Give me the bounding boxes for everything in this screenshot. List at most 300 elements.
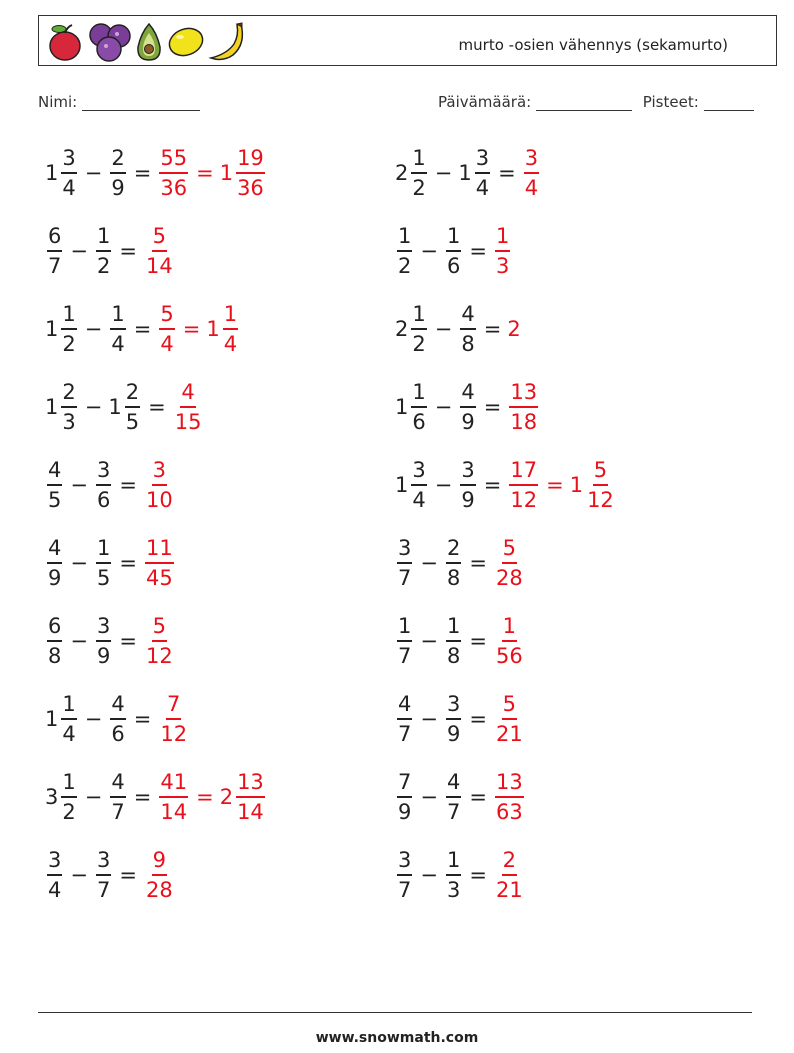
minuend-whole: 1: [395, 395, 409, 419]
minus-sign: −: [70, 629, 88, 653]
problem-item: [45, 845, 176, 905]
answer-fraction: [509, 457, 538, 513]
answer-numerator: 13: [495, 769, 524, 798]
score-blank[interactable]: [704, 95, 754, 111]
answer-fraction: [159, 301, 174, 357]
subtrahend-numerator: 3: [96, 457, 111, 486]
problem-item: [45, 533, 176, 593]
subtrahend-numerator: 2: [446, 535, 461, 564]
subtrahend-denominator: 8: [461, 332, 475, 356]
minuend-denominator: 7: [398, 722, 412, 746]
minuend-numerator: 3: [61, 145, 76, 174]
answer: [143, 457, 176, 513]
subtrahend-numerator: 1: [446, 847, 461, 876]
date-score-fields: [438, 93, 754, 111]
answer-denominator: 18: [510, 410, 538, 434]
answer-fraction: [509, 379, 538, 435]
answer-fraction: [495, 535, 524, 591]
answer: [143, 847, 176, 903]
minuend-fraction: [47, 847, 62, 903]
minuend-numerator: 4: [397, 691, 412, 720]
answer-mixed-fraction: [236, 145, 265, 201]
subtrahend-numerator: 1: [110, 301, 125, 330]
problem-item: [395, 299, 521, 359]
minuend-fraction: [47, 457, 62, 513]
minus-sign: −: [84, 707, 103, 731]
subtrahend-denominator: 5: [96, 566, 111, 590]
problem-item: [395, 611, 526, 671]
minuend-fraction: [411, 457, 426, 513]
apple-icon: [45, 22, 87, 62]
equals-sign: =: [498, 161, 516, 185]
equals-sign: =: [469, 785, 487, 809]
minuend-fraction: [61, 379, 76, 435]
answer-fraction: [159, 145, 188, 201]
equals-sign: =: [119, 473, 137, 497]
problem-item: [45, 221, 176, 281]
problem-item: [395, 143, 541, 203]
answer-denominator: 56: [495, 644, 523, 668]
answer: [157, 769, 266, 825]
banana-icon: [207, 20, 251, 64]
minuend-denominator: 8: [48, 644, 62, 668]
minuend-numerator: 1: [411, 145, 426, 174]
minuend-whole: 1: [45, 707, 59, 731]
answer-mixed-fraction: [236, 769, 265, 825]
subtrahend-fraction: [475, 145, 490, 201]
worksheet-header: [38, 15, 777, 66]
minuend-fraction: [47, 223, 62, 279]
answer: [493, 613, 526, 669]
minuend-numerator: 1: [397, 223, 412, 252]
minuend-denominator: 7: [398, 878, 412, 902]
answer: [522, 145, 541, 201]
name-label: Nimi:: [38, 93, 78, 111]
answer-equals-sign: =: [196, 161, 214, 185]
equals-sign: =: [148, 395, 166, 419]
minus-sign: −: [70, 239, 88, 263]
name-field: [38, 93, 200, 111]
answer-whole: 2: [507, 317, 521, 341]
answer-mixed-fraction: [223, 301, 238, 357]
subtrahend-denominator: 9: [461, 410, 475, 434]
answer-numerator: 9: [152, 847, 167, 876]
subtrahend-fraction: [110, 769, 125, 825]
worksheet-title: murto -osien vähennys (sekamurto): [458, 36, 728, 54]
subtrahend-denominator: 8: [446, 644, 461, 668]
subtrahend-numerator: 4: [446, 769, 461, 798]
equals-sign: =: [133, 317, 152, 341]
subtrahend-denominator: 2: [96, 254, 111, 278]
subtrahend-denominator: 7: [96, 878, 111, 902]
answer-denominator: 36: [160, 176, 188, 200]
answer-numerator: 55: [159, 145, 188, 174]
answer-fraction: [159, 691, 188, 747]
answer-numerator: 3: [152, 457, 167, 486]
minus-sign: −: [434, 395, 453, 419]
answer-numerator: 3: [524, 145, 539, 174]
minuend-whole: 2: [395, 317, 409, 341]
answer-mixed-denominator: 12: [587, 488, 614, 512]
minuend-fraction: [61, 691, 76, 747]
equals-sign: =: [469, 629, 487, 653]
subtrahend-numerator: 3: [96, 847, 111, 876]
minuend-fraction: [397, 223, 412, 279]
score-label: Pisteet:: [642, 93, 699, 111]
problem-item: [395, 845, 526, 905]
minuend-whole: 3: [45, 785, 59, 809]
lemon-icon: [165, 22, 207, 62]
minuend-denominator: 4: [62, 176, 76, 200]
answer-denominator: 3: [495, 254, 510, 278]
name-blank[interactable]: [82, 95, 200, 111]
subtrahend-fraction: [96, 535, 111, 591]
subtrahend-denominator: 8: [446, 566, 461, 590]
equals-sign: =: [133, 707, 152, 731]
answer-numerator: 1: [502, 613, 517, 642]
minuend-fraction: [47, 613, 62, 669]
minuend-numerator: 3: [397, 535, 412, 564]
answer: [172, 379, 205, 435]
answer: [493, 223, 512, 279]
minuend-fraction: [61, 769, 76, 825]
subtrahend-numerator: 3: [475, 145, 490, 174]
answer-mixed-whole: 1: [219, 161, 234, 185]
subtrahend-numerator: 3: [460, 457, 475, 486]
subtrahend-numerator: 4: [460, 379, 475, 408]
answer-fraction: [145, 457, 174, 513]
minuend-numerator: 6: [47, 223, 62, 252]
answer-numerator: 1: [495, 223, 510, 252]
answer-denominator: 21: [495, 878, 523, 902]
date-blank[interactable]: [536, 95, 632, 111]
minuend-whole: 1: [395, 473, 409, 497]
equals-sign: =: [133, 161, 152, 185]
answer-equals-sign: =: [546, 473, 564, 497]
minuend-fraction: [397, 847, 412, 903]
answer-mixed-denominator: 4: [223, 332, 238, 356]
subtrahend-denominator: 9: [461, 488, 475, 512]
answer-denominator: 21: [495, 722, 523, 746]
answer-mixed-whole: 1: [569, 473, 584, 497]
problem-item: [45, 689, 190, 749]
subtrahend-fraction: [446, 691, 461, 747]
answer-fraction: [145, 847, 174, 903]
subtrahend-numerator: 2: [125, 379, 140, 408]
minus-sign: −: [434, 473, 453, 497]
minuend-whole: 2: [395, 161, 409, 185]
answer: [493, 691, 526, 747]
minuend-numerator: 2: [61, 379, 76, 408]
minuend-whole: 1: [45, 395, 59, 419]
answer-mixed-denominator: 36: [237, 176, 264, 200]
problem-item: [395, 767, 526, 827]
minus-sign: −: [420, 629, 438, 653]
minuend-denominator: 3: [62, 410, 76, 434]
subtrahend-numerator: 4: [110, 769, 125, 798]
equals-sign: =: [483, 317, 502, 341]
equals-sign: =: [119, 551, 137, 575]
equals-sign: =: [483, 473, 502, 497]
subtrahend-fraction: [446, 769, 461, 825]
subtrahend-numerator: 1: [96, 223, 111, 252]
minus-sign: −: [84, 161, 103, 185]
minuend-fraction: [411, 145, 426, 201]
equals-sign: =: [469, 863, 487, 887]
answer-mixed-whole: 1: [206, 317, 220, 341]
answer-mixed-numerator: 19: [236, 145, 265, 174]
answer-denominator: 14: [160, 800, 188, 824]
subtrahend-fraction: [96, 223, 111, 279]
minuend-fraction: [61, 301, 76, 357]
answer: [493, 847, 526, 903]
answer-fraction: [159, 769, 188, 825]
subtrahend-denominator: 9: [446, 722, 461, 746]
minuend-numerator: 1: [61, 301, 76, 330]
answer-numerator: 5: [159, 301, 174, 330]
plum-icon: [87, 21, 133, 63]
minuend-denominator: 9: [48, 566, 62, 590]
subtrahend-fraction: [110, 301, 125, 357]
subtrahend-denominator: 6: [111, 722, 125, 746]
subtrahend-fraction: [110, 691, 125, 747]
minuend-numerator: 7: [397, 769, 412, 798]
answer-fraction: [495, 691, 524, 747]
minuend-numerator: 3: [397, 847, 412, 876]
subtrahend-denominator: 6: [446, 254, 461, 278]
footer-url: www.snowmath.com: [315, 1030, 479, 1046]
equals-sign: =: [119, 629, 137, 653]
minuend-whole: 1: [45, 317, 59, 341]
answer: [157, 691, 190, 747]
problem-item: [395, 533, 526, 593]
answer-denominator: 14: [145, 254, 173, 278]
answer: [493, 769, 526, 825]
answer-fraction: [524, 145, 539, 201]
subtrahend-numerator: 1: [96, 535, 111, 564]
problem-item: [395, 377, 540, 437]
answer-mixed-whole: 2: [219, 785, 234, 809]
answer-fraction: [145, 613, 174, 669]
subtrahend-numerator: 2: [110, 145, 125, 174]
problem-item: [45, 299, 240, 359]
minuend-fraction: [397, 691, 412, 747]
answer-fraction: [145, 223, 174, 279]
equals-sign: =: [119, 863, 137, 887]
answer-equals-sign: =: [196, 785, 214, 809]
subtrahend-numerator: 4: [460, 301, 475, 330]
answer-fraction: [495, 847, 524, 903]
subtrahend-whole: 1: [458, 161, 472, 185]
subtrahend-fraction: [460, 457, 475, 513]
answer-mixed-numerator: 5: [593, 457, 608, 486]
minuend-numerator: 1: [411, 301, 426, 330]
minuend-denominator: 2: [62, 332, 76, 356]
minuend-denominator: 2: [412, 332, 426, 356]
answer-denominator: 4: [160, 332, 174, 356]
answer-denominator: 28: [145, 878, 173, 902]
answer-denominator: 15: [174, 410, 202, 434]
answer-denominator: 12: [510, 488, 538, 512]
minuend-fraction: [397, 535, 412, 591]
answer: [157, 301, 240, 357]
answer-mixed-denominator: 14: [237, 800, 264, 824]
equals-sign: =: [483, 395, 502, 419]
subtrahend-fraction: [446, 223, 461, 279]
subtrahend-whole: 1: [108, 395, 122, 419]
subtrahend-fraction: [96, 847, 111, 903]
answer-denominator: 63: [495, 800, 523, 824]
answer: [143, 535, 176, 591]
equals-sign: =: [133, 785, 152, 809]
problem-item: [45, 767, 267, 827]
subtrahend-fraction: [96, 613, 111, 669]
problem-item: [45, 611, 176, 671]
answer-denominator: 12: [160, 722, 188, 746]
minuend-denominator: 2: [62, 800, 76, 824]
subtrahend-denominator: 3: [446, 878, 461, 902]
equals-sign: =: [469, 239, 487, 263]
minus-sign: −: [420, 785, 438, 809]
minuend-denominator: 9: [398, 800, 412, 824]
answer-fraction: [495, 613, 524, 669]
minuend-fraction: [411, 379, 426, 435]
equals-sign: =: [469, 551, 487, 575]
minuend-denominator: 7: [48, 254, 62, 278]
subtrahend-denominator: 9: [111, 176, 125, 200]
minuend-denominator: 6: [412, 410, 426, 434]
subtrahend-denominator: 9: [96, 644, 111, 668]
subtrahend-fraction: [460, 379, 475, 435]
minuend-denominator: 4: [412, 488, 426, 512]
minus-sign: −: [70, 863, 88, 887]
subtrahend-fraction: [446, 535, 461, 591]
problem-item: [45, 455, 176, 515]
minuend-numerator: 4: [47, 535, 62, 564]
minus-sign: −: [434, 317, 453, 341]
answer: [507, 379, 540, 435]
minuend-fraction: [397, 613, 412, 669]
answer-numerator: 5: [152, 223, 167, 252]
minuend-denominator: 4: [48, 878, 62, 902]
subtrahend-denominator: 4: [475, 176, 490, 200]
minuend-numerator: 1: [397, 613, 412, 642]
equals-sign: =: [119, 239, 137, 263]
answer-fraction: [145, 535, 174, 591]
minus-sign: −: [420, 707, 438, 731]
answer-numerator: 17: [509, 457, 538, 486]
problem-item: [395, 221, 512, 281]
subtrahend-fraction: [446, 847, 461, 903]
problem-item: [395, 689, 526, 749]
minus-sign: −: [420, 551, 438, 575]
answer-mixed-numerator: 1: [223, 301, 238, 330]
answer-numerator: 2: [502, 847, 517, 876]
answer-numerator: 5: [502, 691, 517, 720]
answer: [157, 145, 266, 201]
answer-denominator: 12: [145, 644, 173, 668]
minuend-fraction: [411, 301, 426, 357]
subtrahend-fraction: [110, 145, 125, 201]
problem-item: [45, 377, 204, 437]
minuend-numerator: 1: [411, 379, 426, 408]
answer-denominator: 28: [495, 566, 523, 590]
answer-denominator: 45: [145, 566, 173, 590]
minus-sign: −: [434, 161, 453, 185]
answer: [507, 317, 520, 341]
subtrahend-denominator: 7: [111, 800, 125, 824]
minuend-fraction: [61, 145, 76, 201]
answer-denominator: 4: [524, 176, 539, 200]
subtrahend-fraction: [460, 301, 475, 357]
minuend-denominator: 4: [62, 722, 76, 746]
subtrahend-denominator: 4: [111, 332, 125, 356]
minuend-denominator: 2: [412, 176, 426, 200]
answer-fraction: [174, 379, 203, 435]
minuend-denominator: 5: [48, 488, 62, 512]
minuend-numerator: 1: [61, 769, 76, 798]
equals-sign: =: [469, 707, 487, 731]
answer: [507, 457, 616, 513]
minus-sign: −: [84, 785, 103, 809]
subtrahend-denominator: 5: [125, 410, 140, 434]
answer-numerator: 11: [145, 535, 174, 564]
minuend-numerator: 6: [47, 613, 62, 642]
answer-numerator: 41: [159, 769, 188, 798]
minus-sign: −: [420, 863, 438, 887]
subtrahend-numerator: 4: [110, 691, 125, 720]
answer-fraction: [495, 769, 524, 825]
minuend-fraction: [47, 535, 62, 591]
subtrahend-fraction: [125, 379, 140, 435]
answer-fraction: [495, 223, 510, 279]
minus-sign: −: [70, 473, 88, 497]
answer-numerator: 5: [152, 613, 167, 642]
answer-numerator: 13: [509, 379, 538, 408]
minuend-denominator: 7: [398, 566, 412, 590]
minus-sign: −: [84, 395, 103, 419]
fruit-icons: [45, 20, 251, 64]
answer-mixed-fraction: [586, 457, 615, 513]
answer-mixed-numerator: 13: [236, 769, 265, 798]
answer-equals-sign: =: [182, 317, 201, 341]
answer-numerator: 5: [502, 535, 517, 564]
minuend-numerator: 3: [411, 457, 426, 486]
answer-denominator: 10: [145, 488, 173, 512]
minuend-fraction: [397, 769, 412, 825]
minus-sign: −: [420, 239, 438, 263]
problem-item: [395, 455, 617, 515]
subtrahend-fraction: [446, 613, 461, 669]
minuend-denominator: 7: [398, 644, 412, 668]
minuend-numerator: 4: [47, 457, 62, 486]
subtrahend-denominator: 7: [446, 800, 461, 824]
answer: [143, 223, 176, 279]
minus-sign: −: [70, 551, 88, 575]
footer-divider: [38, 1012, 752, 1013]
subtrahend-numerator: 1: [446, 223, 461, 252]
minus-sign: −: [84, 317, 103, 341]
minuend-whole: 1: [45, 161, 59, 185]
avocado-icon: [133, 21, 165, 63]
subtrahend-numerator: 1: [446, 613, 461, 642]
answer-numerator: 4: [180, 379, 195, 408]
minuend-numerator: 1: [61, 691, 76, 720]
answer-numerator: 7: [166, 691, 181, 720]
subtrahend-numerator: 3: [96, 613, 111, 642]
answer: [143, 613, 176, 669]
subtrahend-numerator: 3: [446, 691, 461, 720]
